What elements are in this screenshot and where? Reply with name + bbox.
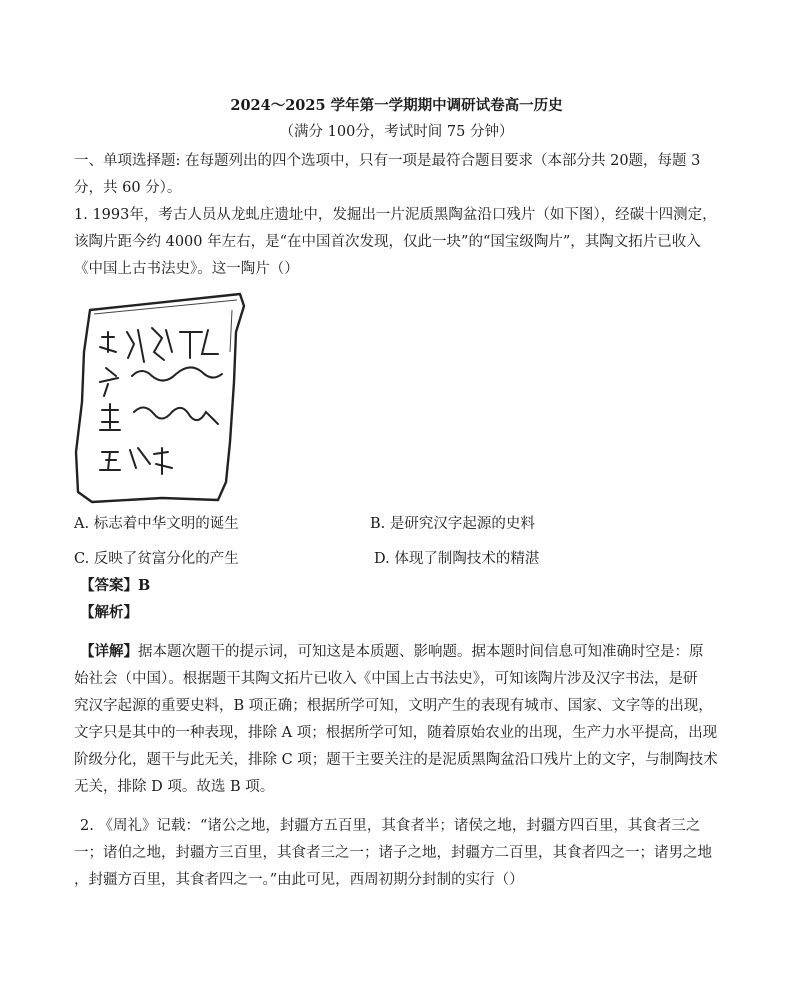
option-b[interactable]: B. 是研究汉字起源的史料 [370, 516, 535, 532]
detail-line-2: 始社会（中国）。根据题干其陶文拓片已收入《中国上古书法史》，可知该陶片涉及汉字书法，是研 [74, 671, 698, 687]
question-2-line-1: 2. 《周礼》记载：“诸公之地，封疆方五百里，其食者半；诸侯之地，封疆方四百里，其食者三之 [80, 818, 701, 834]
option-d[interactable]: D. 体现了制陶技术的精湛 [374, 551, 540, 567]
analysis-line [80, 603, 730, 623]
section-heading-line-1: 一、单项选择题: 在每题列出的四个选项中，只有一项是最符合题目要求（本部分共 20题，每题 3 [74, 153, 701, 169]
analysis-label: 【解析】 [80, 604, 138, 621]
detail-line-5: 阶级分化，题干与此无关，排除 C 项；题干主要关注的是泥质黑陶盆沿口残片上的文字，与制陶技术 [74, 752, 718, 768]
option-c[interactable]: C. 反映了贫富分化的产生 [74, 551, 239, 567]
page-title: 2024～2025 学年第一学期期中调研试卷高一历史 [230, 97, 563, 114]
detail-text-1: 据本题次题干的提示词，可知这是本质题、影响题。据本题时间信息可知准确时空是：原 [138, 644, 704, 660]
detail-line-1 [80, 642, 730, 662]
question-2-line-2: 一；诸伯之地，封疆方三百里，其食者三之一；诸子之地，封疆方二百里，其食者四之一；诸男之地 [74, 845, 712, 861]
page-subtitle: （满分 100分，考试时间 75 分钟） [279, 124, 514, 140]
answer-line [80, 576, 730, 596]
question-1-line-2: 该陶片距今约 4000 年左右，是“在中国首次发现，仅此一块”的“国宝级陶片”，其陶文拓片已收入 [74, 234, 701, 250]
question-1-line-3: 《中国上古书法史》。这一陶片（） [74, 261, 299, 277]
pottery-shard-figure [72, 292, 247, 504]
answer-value: B [138, 577, 151, 594]
answer-label: 【答案】 [80, 577, 138, 594]
question-1-line-1: 1. 1993年，考古人员从龙虬庄遗址中，发掘出一片泥质黑陶盆沿口残片（如下图），经碳十四测定， [74, 207, 717, 223]
detail-line-3: 究汉字起源的重要史料，B 项正确；根据所学可知，文明产生的表现有城市、国家、文字等的出现， [74, 698, 713, 714]
detail-label: 【详解】 [80, 643, 138, 660]
detail-line-6: 无关，排除 D 项。故选 B 项。 [74, 779, 275, 795]
detail-line-4: 文字只是其中的一种表现，排除 A 项；根据所学可知，随着原始农业的出现，生产力水平提高，出现 [74, 725, 718, 741]
section-heading-line-2: 分，共 60 分）。 [74, 180, 182, 196]
option-a[interactable]: A. 标志着中华文明的诞生 [74, 516, 239, 532]
question-2-line-3: ，封疆方百里，其食者四之一。”由此可见，西周初期分封制的实行（） [74, 872, 524, 888]
